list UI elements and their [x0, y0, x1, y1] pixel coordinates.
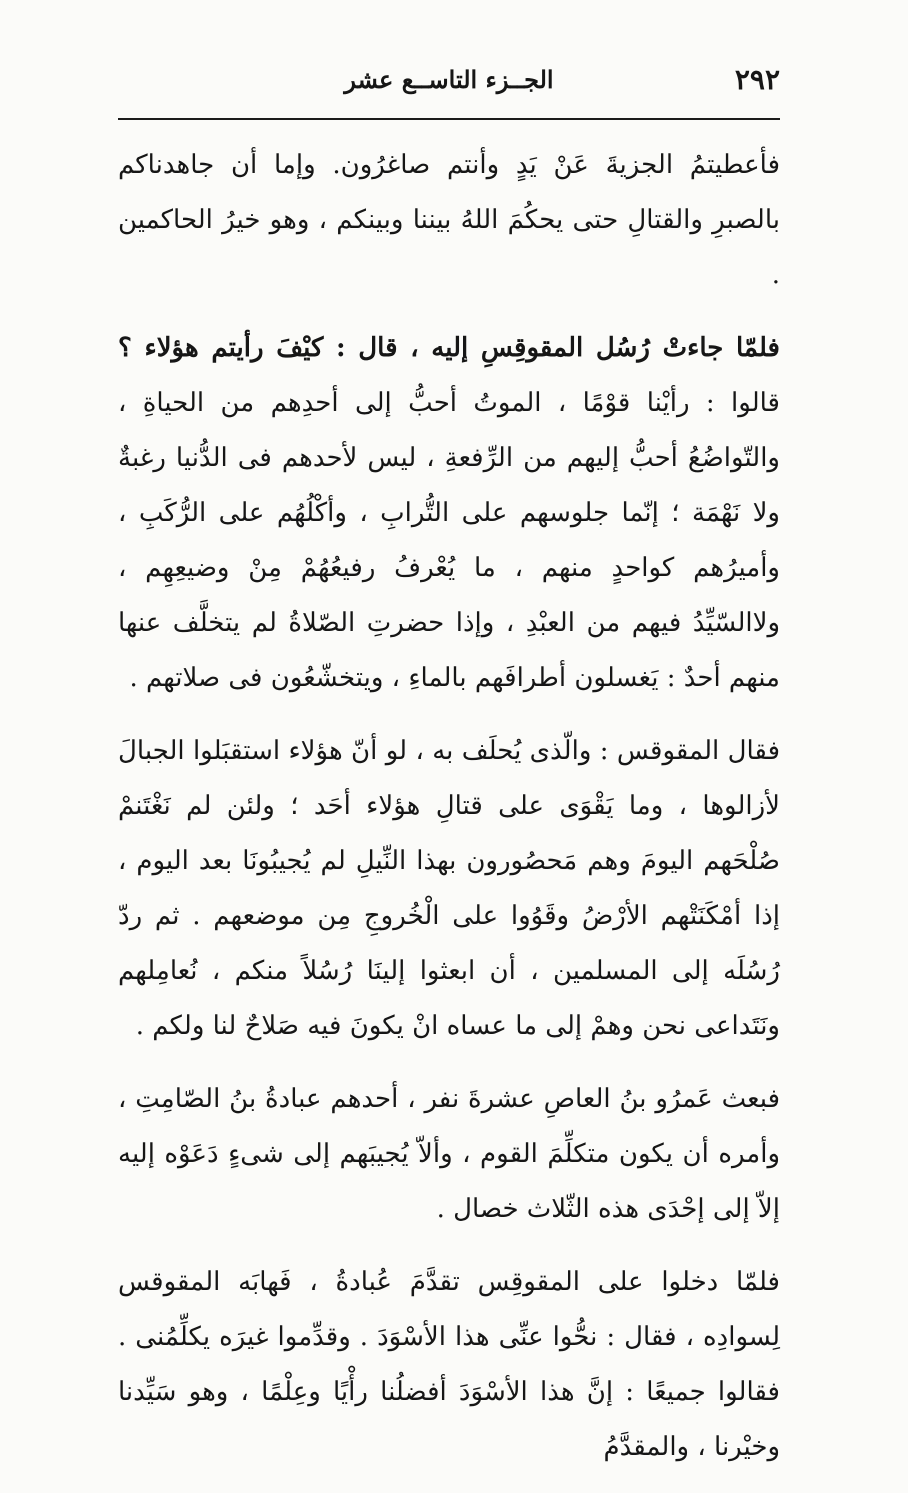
page-body — [118, 138, 780, 1493]
header-divider — [118, 118, 780, 120]
paragraph-text: قالوا : رأيْنا قوْمًا ، الموتُ أحبُّ إلى أحدِهم من الحياةِ ، والتّواضُعُ أحبُّ إليهم من الرِّفعةِ ، ليس لأحدهم فى الدُّنيا رغبةٌ ولا نَهْمَة ؛ إنّما جلوسهم على التُّرابِ ، وأكْلُهُم على الرُّكَبِ ، وأميرُهم كواحدٍ منهم ، ما يُعْرفُ رفيعُهُمْ مِنْ وضيعِهِم ، ولاالسّيِّدُ فيهم من العبْدِ ، وإذا حضرتِ الصّلاةُ لم يتخلَّف عنها منهم أحدٌ : يَغسلون أطرافَهم بالماءِ ، ويتخشّعُون فى صلاتهم . — [118, 388, 780, 693]
paragraph — [118, 321, 780, 706]
page-header — [118, 58, 780, 108]
paragraph-text: فلمّا دخلوا على المقوقِس تقدَّمَ عُبادةُ ، فَهابَه المقوقس لِسوادِه ، فقال : نحُّوا عنِّى هذا الأسْوَدَ . وقدِّموا غيرَه يكلِّمُنى . فقالوا جميعًا : إنَّ هذا الأسْوَدَ أفضلُنا رأْيًا وعِلْمًا ، وهو سَيِّدنا وخيْرنا ، والمقدَّمُ — [118, 1267, 780, 1462]
paragraph — [118, 724, 780, 1054]
paragraph-text: فأعطيتمُ الجزيةَ عَنْ يَدٍ وأنتم صاغرُون. وإما أن جاهدناكم بالصبرِ والقتالِ حتى يحكُمَ اللهُ بيننا وبينكم ، وهو خيرُ الحاكمين . — [118, 150, 781, 290]
paragraph-lead: فلمّا جاءتْ رُسُل المقوقِسِ إليه ، قال : كيْفَ رأيتم هؤلاء ؟ — [118, 333, 780, 363]
page-number: ٢٩٢ — [734, 63, 780, 96]
running-title: الجــزء التاســع عشر — [344, 65, 554, 94]
paragraph-text: فبعث عَمرُو بنُ العاصِ عشرةَ نفر ، أحدهم عبادةُ بنُ الصّامِتِ ، وأمره أن يكون متكلِّمَ القوم ، وألاّ يُجيبَهم إلى شىءٍ دَعَوْه إليه إلاّ إلى إحْدَى هذه الثّلاث خصال . — [118, 1084, 780, 1224]
paragraph — [118, 1255, 780, 1475]
paragraph — [118, 1072, 780, 1237]
paragraph-text: فقال المقوقس : والّذى يُحلَف به ، لو أنّ هؤلاء استقبَلوا الجبالَ لأزالوها ، وما يَقْوَى على قتالِ هؤلاء أحَد ؛ ولئن لم نَغْتَنمْ صُلْحَهم اليومَ وهم مَحصُورون بهذا النِّيلِ لم يُجيبُونَا بعد اليوم ، إذا أمْكَنَتْهم الأرْضُ وقَوُوا على الْخُروجِ مِن موضعهم . ثم ردّ رُسُلَه إلى المسلمين ، أن ابعثوا إلينَا رُسُلاً منكم ، نُعامِلهم ونَتَداعى نحن وهمْ إلى ما عساه انْ يكونَ فيه صَلاحٌ لنا ولكم . — [118, 736, 780, 1041]
paragraph — [118, 138, 780, 303]
